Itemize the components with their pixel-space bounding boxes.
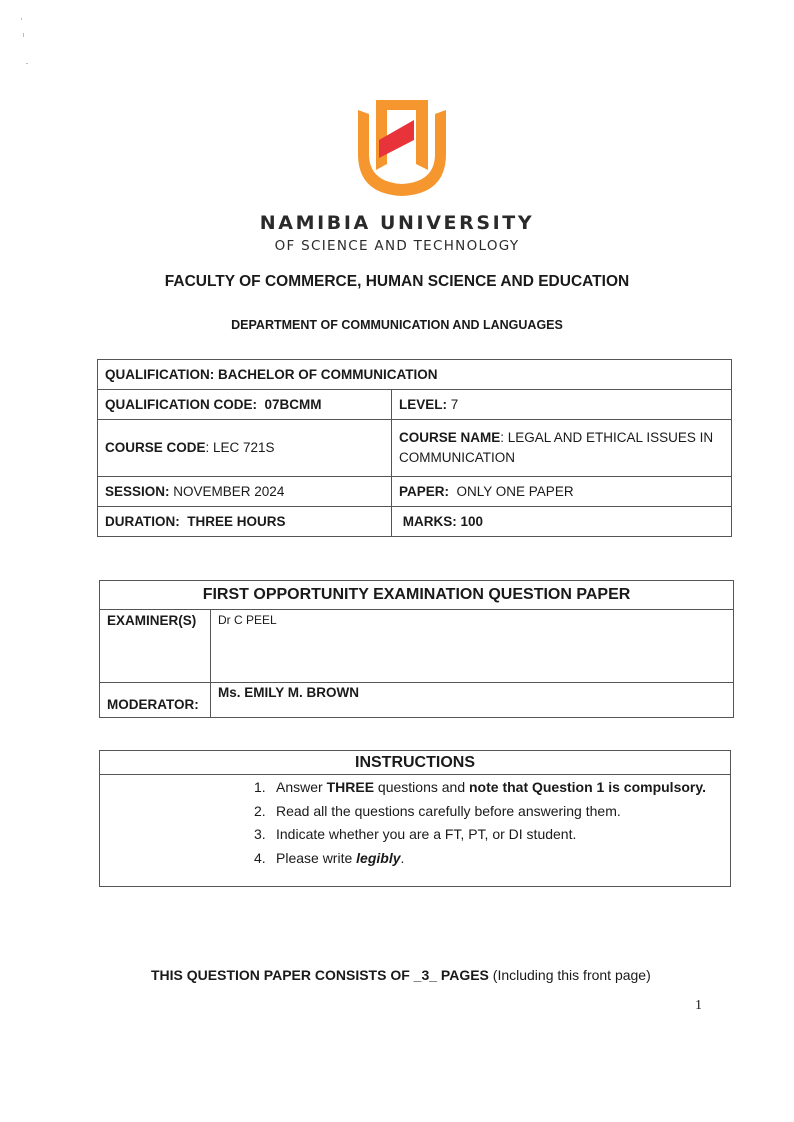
examiner-label: EXAMINER(S) <box>100 610 211 683</box>
instruction-number: 2. <box>254 802 266 819</box>
table-row <box>100 581 734 610</box>
session-cell: SESSION: NOVEMBER 2024 <box>98 477 392 507</box>
instructions-table <box>99 750 731 887</box>
scan-speck <box>23 33 24 37</box>
faculty-heading: FACULTY OF COMMERCE, HUMAN SCIENCE AND EDUCATION <box>164 273 630 290</box>
moderator-label: MODERATOR: <box>100 683 211 718</box>
table-row <box>100 775 731 887</box>
marks-cell: MARKS: 100 <box>392 507 732 537</box>
moderator-value: Ms. EMILY M. BROWN <box>211 683 734 718</box>
examiner-value: Dr C PEEL <box>211 610 734 683</box>
instructions-list <box>254 776 794 870</box>
paper-cell: PAPER: ONLY ONE PAPER <box>392 477 732 507</box>
table-row <box>100 751 731 775</box>
instruction-item <box>254 847 794 871</box>
instruction-text: Please write <box>276 849 357 866</box>
page-number: 1 <box>695 998 702 1013</box>
instruction-text: Answer <box>276 779 327 795</box>
duration-cell: DURATION: THREE HOURS <box>98 507 392 537</box>
instruction-number: 3. <box>254 826 266 842</box>
exam-info-table <box>99 580 734 718</box>
instruction-text: THREE <box>326 779 375 795</box>
qualification-code-cell: QUALIFICATION CODE: 07BCMM <box>98 390 392 420</box>
university-logo <box>356 96 448 198</box>
instruction-item <box>254 823 794 847</box>
scan-speck <box>21 18 22 20</box>
instruction-text: Indicate whether you are a FT, PT, or DI student. <box>276 826 577 842</box>
table-row <box>98 420 732 477</box>
nust-shield-icon <box>356 96 448 198</box>
department-heading: DEPARTMENT OF COMMUNICATION AND LANGUAGES <box>231 318 563 332</box>
instruction-number: 1. <box>254 779 266 795</box>
instruction-text: . <box>400 849 405 866</box>
table-row <box>98 360 732 390</box>
exam-title: FIRST OPPORTUNITY EXAMINATION QUESTION PAPER <box>100 581 734 610</box>
instruction-text: legibly <box>356 849 401 866</box>
course-name-cell: COURSE NAME: LEGAL AND ETHICAL ISSUES IN COMMUNICATION <box>392 420 732 477</box>
university-subtitle: OF SCIENCE AND TECHNOLOGY <box>274 238 520 254</box>
instruction-text: note that Question 1 is compulsory. <box>469 779 706 795</box>
course-code-cell: COURSE CODE: LEC 721S <box>98 420 392 477</box>
table-row <box>100 610 734 683</box>
university-name: NAMIBIA UNIVERSITY <box>259 212 535 234</box>
instructions-title: INSTRUCTIONS <box>100 751 731 775</box>
instruction-item <box>254 776 794 800</box>
qualification-table <box>97 359 732 537</box>
table-row <box>98 477 732 507</box>
table-row <box>98 507 732 537</box>
instruction-text: Read all the questions carefully before answering them. <box>276 802 621 819</box>
table-row <box>98 390 732 420</box>
page-count-note: THIS QUESTION PAPER CONSISTS OF _3_ PAGES (Including this front page) <box>151 967 651 983</box>
qualification-cell: QUALIFICATION: BACHELOR OF COMMUNICATION <box>98 360 732 390</box>
instruction-item <box>254 800 794 824</box>
scan-speck <box>26 63 28 64</box>
level-cell: LEVEL: 7 <box>392 390 732 420</box>
instruction-text: questions and <box>374 779 469 795</box>
table-row <box>100 683 734 718</box>
instruction-number: 4. <box>254 849 266 866</box>
